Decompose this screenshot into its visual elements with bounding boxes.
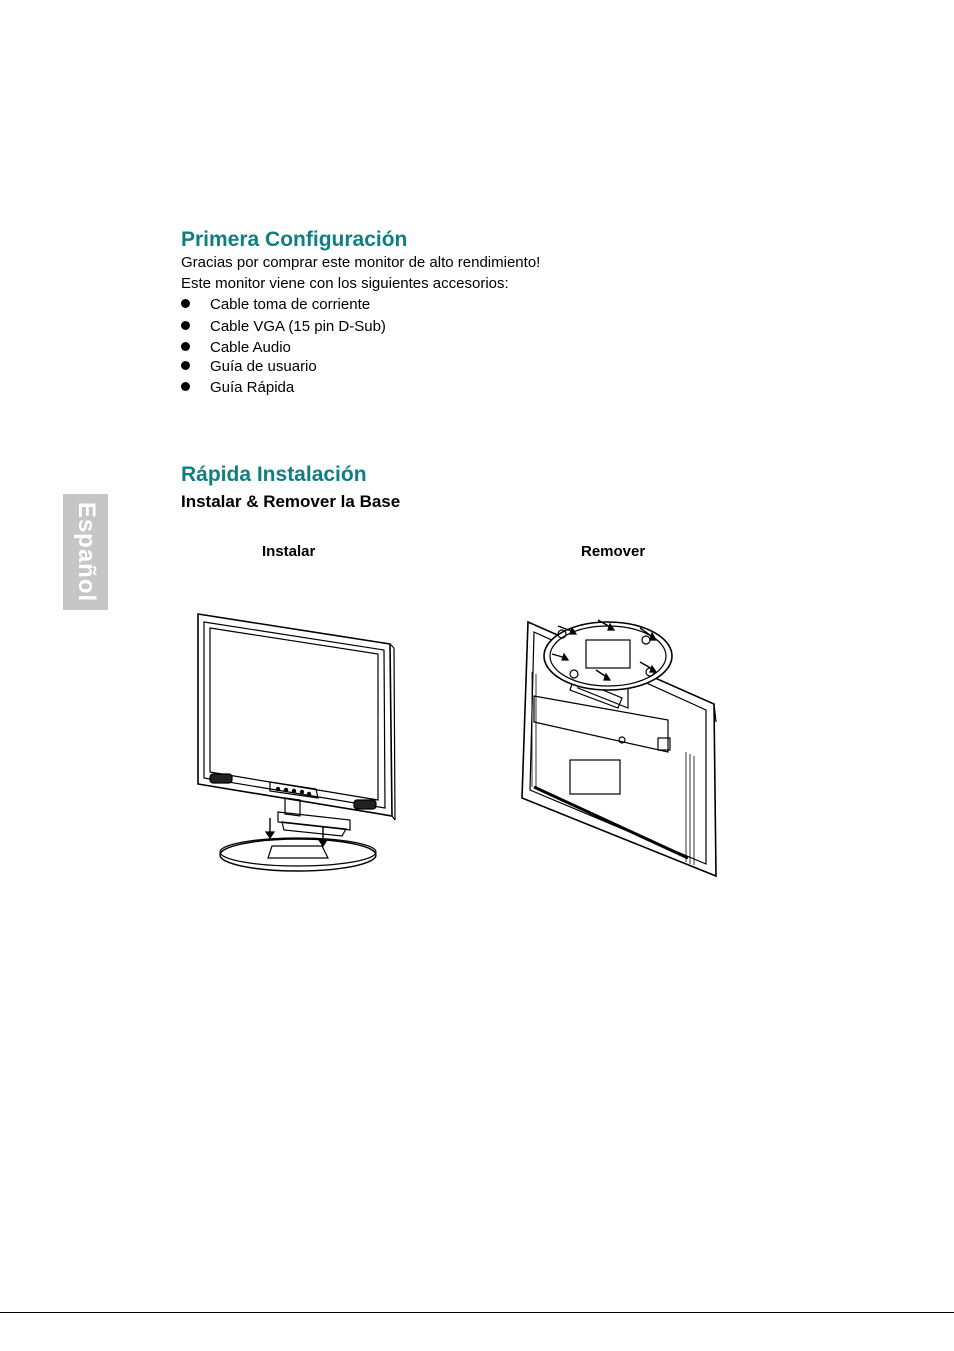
bullet-dot-icon bbox=[181, 299, 190, 308]
list-item: Cable Audio bbox=[181, 337, 386, 358]
install-base-illustration bbox=[190, 608, 405, 878]
list-item: Guía Rápida bbox=[181, 377, 386, 398]
bullet-dot-icon bbox=[181, 321, 190, 330]
bullet-dot-icon bbox=[181, 361, 190, 370]
arrow-icon bbox=[319, 826, 327, 846]
intro-text-2: Este monitor viene con los siguientes accesorios: bbox=[181, 275, 509, 292]
remove-base-illustration bbox=[518, 612, 718, 880]
accessory-list bbox=[181, 294, 386, 398]
caption-install: Instalar bbox=[262, 543, 316, 560]
list-item: Cable toma de corriente bbox=[181, 294, 386, 315]
section-title-install: Rápida Instalación bbox=[181, 463, 367, 486]
language-tab bbox=[63, 494, 108, 610]
bullet-dot-icon bbox=[181, 342, 190, 351]
subsection-title: Instalar & Remover la Base bbox=[181, 492, 401, 511]
language-tab-label: Español bbox=[72, 501, 100, 603]
footer-rule bbox=[0, 1312, 954, 1313]
arrow-icon bbox=[266, 818, 274, 838]
section-title-setup: Primera Configuración bbox=[181, 228, 408, 251]
caption-remove: Remover bbox=[581, 543, 646, 560]
list-item: Guía de usuario bbox=[181, 356, 386, 377]
list-item: Cable VGA (15 pin D-Sub) bbox=[181, 316, 386, 337]
bullet-dot-icon bbox=[181, 382, 190, 391]
intro-text-1: Gracias por comprar este monitor de alto rendimiento! bbox=[181, 254, 541, 271]
